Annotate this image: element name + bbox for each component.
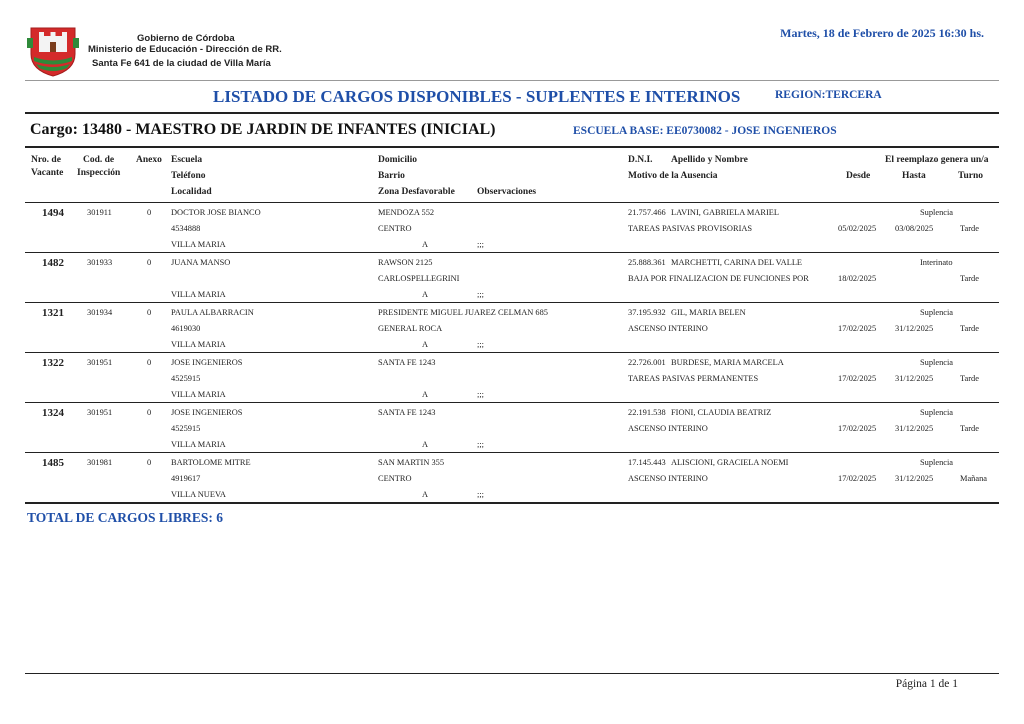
region-label: REGION:TERCERA — [775, 89, 882, 101]
col-turno: Turno — [958, 171, 983, 181]
cell-zona: A — [422, 290, 429, 299]
cell-turno: Tarde — [960, 424, 979, 433]
cell-tipo: Interinato — [920, 258, 953, 267]
cargo-title: Cargo: 13480 - MAESTRO DE JARDIN DE INFANTES (INICIAL) — [30, 121, 496, 138]
cell-hasta: 31/12/2025 — [895, 324, 934, 333]
cell-localidad: VILLA MARIA — [171, 290, 226, 299]
cell-vacante: 1324 — [42, 407, 64, 419]
cell-cod: 301934 — [87, 308, 113, 317]
cell-domicilio: MENDOZA 552 — [378, 208, 435, 217]
gov-name: Gobierno de Córdoba — [137, 33, 235, 44]
cell-motivo: ASCENSO INTERINO — [628, 424, 708, 433]
cell-anexo: 0 — [147, 358, 152, 367]
cell-cod: 301951 — [87, 408, 113, 417]
cell-dni: 37.195.932 — [628, 308, 666, 317]
cell-nombre: LAVINI, GABRIELA MARIEL — [671, 208, 780, 217]
cell-nombre: GIL, MARIA BELEN — [671, 308, 746, 317]
cell-escuela: JUANA MANSO — [171, 258, 231, 267]
cell-turno: Tarde — [960, 224, 979, 233]
ministry-address: Santa Fe 641 de la ciudad de Villa María — [92, 58, 271, 69]
cell-motivo: ASCENSO INTERINO — [628, 474, 708, 483]
col-localidad: Localidad — [171, 187, 212, 197]
col-escuela: Escuela — [171, 155, 203, 165]
col-hasta: Hasta — [902, 171, 926, 181]
cell-dni: 22.191.538 — [628, 408, 666, 417]
cell-dni: 22.726.001 — [628, 358, 666, 367]
cell-vacante: 1485 — [42, 457, 64, 469]
cell-cod: 301981 — [87, 458, 113, 467]
cell-domicilio: SANTA FE 1243 — [378, 408, 436, 417]
cell-zona: A — [422, 440, 429, 449]
escuela-base: ESCUELA BASE: EE0730082 - JOSE INGENIEROS — [573, 125, 837, 137]
cell-tipo: Suplencia — [920, 408, 954, 417]
cell-obs: ;;; — [477, 490, 484, 499]
cell-vacante: 1494 — [42, 207, 64, 219]
cordoba-coat-of-arms-logo — [27, 24, 79, 78]
row-divider — [25, 252, 999, 253]
cell-anexo: 0 — [147, 408, 152, 417]
cell-hasta: 31/12/2025 — [895, 424, 934, 433]
col-nro: Vacante — [31, 168, 64, 178]
cell-desde: 17/02/2025 — [838, 324, 877, 333]
cell-anexo: 0 — [147, 258, 152, 267]
cell-dni: 25.888.361 — [628, 258, 666, 267]
cell-nombre: FIONI, CLAUDIA BEATRIZ — [671, 408, 772, 417]
cell-anexo: 0 — [147, 208, 152, 217]
cell-nombre: ALISCIONI, GRACIELA NOEMI — [671, 458, 789, 467]
cell-telefono: 4525915 — [171, 374, 201, 383]
page-number: Página 1 de 1 — [895, 678, 958, 690]
cell-localidad: VILLA MARIA — [171, 440, 226, 449]
cell-telefono: 4534888 — [171, 224, 201, 233]
cell-obs: ;;; — [477, 440, 484, 449]
cell-anexo: 0 — [147, 308, 152, 317]
col-observaciones: Observaciones — [477, 187, 537, 197]
cell-escuela: JOSE INGENIEROS — [171, 408, 243, 417]
cell-localidad: VILLA NUEVA — [171, 490, 226, 499]
cell-zona: A — [422, 390, 429, 399]
cell-motivo: BAJA POR FINALIZACION DE FUNCIONES POR — [628, 274, 809, 283]
cell-nombre: MARCHETTI, CARINA DEL VALLE — [671, 258, 803, 267]
col-motivo: Motivo de la Ausencia — [628, 171, 718, 181]
cell-dni: 17.145.443 — [628, 458, 666, 467]
row-divider — [25, 402, 999, 403]
cell-domicilio: SANTA FE 1243 — [378, 358, 436, 367]
col-nro: Nro. de — [31, 155, 61, 165]
cell-anexo: 0 — [147, 458, 152, 467]
cell-obs: ;;; — [477, 240, 484, 249]
cell-desde: 17/02/2025 — [838, 424, 877, 433]
cell-cod: 301933 — [87, 258, 113, 267]
divider — [25, 80, 999, 81]
col-barrio: Barrio — [378, 171, 405, 181]
cell-turno: Tarde — [960, 324, 979, 333]
report-date: Martes, 18 de Febrero de 2025 16:30 hs. — [780, 26, 984, 40]
cell-hasta: 03/08/2025 — [895, 224, 934, 233]
divider — [25, 146, 999, 148]
cell-zona: A — [422, 490, 429, 499]
col-cod: Cod. de — [83, 155, 115, 165]
cell-barrio: CENTRO — [378, 474, 412, 483]
cell-localidad: VILLA MARIA — [171, 240, 226, 249]
cell-tipo: Suplencia — [920, 208, 954, 217]
col-apellido: Apellido y Nombre — [671, 155, 748, 165]
cell-domicilio: RAWSON 2125 — [378, 258, 433, 267]
col-domicilio: Domicilio — [378, 155, 418, 165]
cell-domicilio: SAN MARTIN 355 — [378, 458, 445, 467]
cell-hasta: 31/12/2025 — [895, 474, 934, 483]
row-divider — [25, 452, 999, 453]
cell-escuela: BARTOLOME MITRE — [171, 458, 251, 467]
cell-desde: 18/02/2025 — [838, 274, 877, 283]
cell-barrio: GENERAL ROCA — [378, 324, 443, 333]
col-reemplazo: El reemplazo genera un/a — [885, 155, 989, 165]
cell-obs: ;;; — [477, 390, 484, 399]
cell-escuela: DOCTOR JOSE BIANCO — [171, 208, 261, 217]
cell-desde: 05/02/2025 — [838, 224, 877, 233]
cell-barrio: CENTRO — [378, 224, 412, 233]
cell-escuela: PAULA ALBARRACIN — [171, 308, 254, 317]
cell-motivo: ASCENSO INTERINO — [628, 324, 708, 333]
cell-vacante: 1482 — [42, 257, 64, 269]
col-cod: Inspección — [77, 168, 121, 178]
cell-tipo: Suplencia — [920, 308, 954, 317]
report-title: LISTADO DE CARGOS DISPONIBLES - SUPLENTES E INTERINOS — [213, 87, 741, 106]
ministry-name: Ministerio de Educación - Dirección de RR. — [88, 44, 282, 55]
row-divider — [25, 502, 999, 504]
col-anexo: Anexo — [136, 155, 162, 165]
cell-desde: 17/02/2025 — [838, 374, 877, 383]
col-zona: Zona Desfavorable — [378, 187, 455, 197]
col-dni: D.N.I. — [628, 155, 653, 165]
cell-turno: Tarde — [960, 374, 979, 383]
cell-localidad: VILLA MARIA — [171, 390, 226, 399]
cell-motivo: TAREAS PASIVAS PROVISORIAS — [628, 224, 753, 233]
cell-hasta: 31/12/2025 — [895, 374, 934, 383]
divider — [25, 673, 999, 674]
cell-localidad: VILLA MARIA — [171, 340, 226, 349]
cell-obs: ;;; — [477, 340, 484, 349]
cell-turno: Tarde — [960, 274, 979, 283]
cell-motivo: TAREAS PASIVAS PERMANENTES — [628, 374, 759, 383]
cell-nombre: BURDESE, MARIA MARCELA — [671, 358, 784, 367]
divider — [25, 202, 999, 203]
cell-barrio: CARLOSPELLEGRINI — [378, 274, 460, 283]
cell-zona: A — [422, 340, 429, 349]
col-telefono: Teléfono — [171, 171, 206, 181]
cell-telefono: 4619030 — [171, 324, 201, 333]
cell-cod: 301911 — [87, 208, 112, 217]
cell-escuela: JOSE INGENIEROS — [171, 358, 243, 367]
cell-cod: 301951 — [87, 358, 113, 367]
cell-vacante: 1321 — [42, 307, 64, 319]
cell-obs: ;;; — [477, 290, 484, 299]
total-cargos: TOTAL DE CARGOS LIBRES: 6 — [27, 510, 224, 525]
cell-turno: Mañana — [960, 474, 987, 483]
cell-telefono: 4919617 — [171, 474, 201, 483]
cell-tipo: Suplencia — [920, 358, 954, 367]
cell-desde: 17/02/2025 — [838, 474, 877, 483]
row-divider — [25, 302, 999, 303]
row-divider — [25, 352, 999, 353]
col-desde: Desde — [846, 171, 871, 181]
divider — [25, 112, 999, 114]
cell-vacante: 1322 — [42, 357, 64, 369]
cell-telefono: 4525915 — [171, 424, 201, 433]
cell-tipo: Suplencia — [920, 458, 954, 467]
cell-zona: A — [422, 240, 429, 249]
cell-domicilio: PRESIDENTE MIGUEL JUAREZ CELMAN 685 — [378, 308, 548, 317]
cell-dni: 21.757.466 — [628, 208, 666, 217]
